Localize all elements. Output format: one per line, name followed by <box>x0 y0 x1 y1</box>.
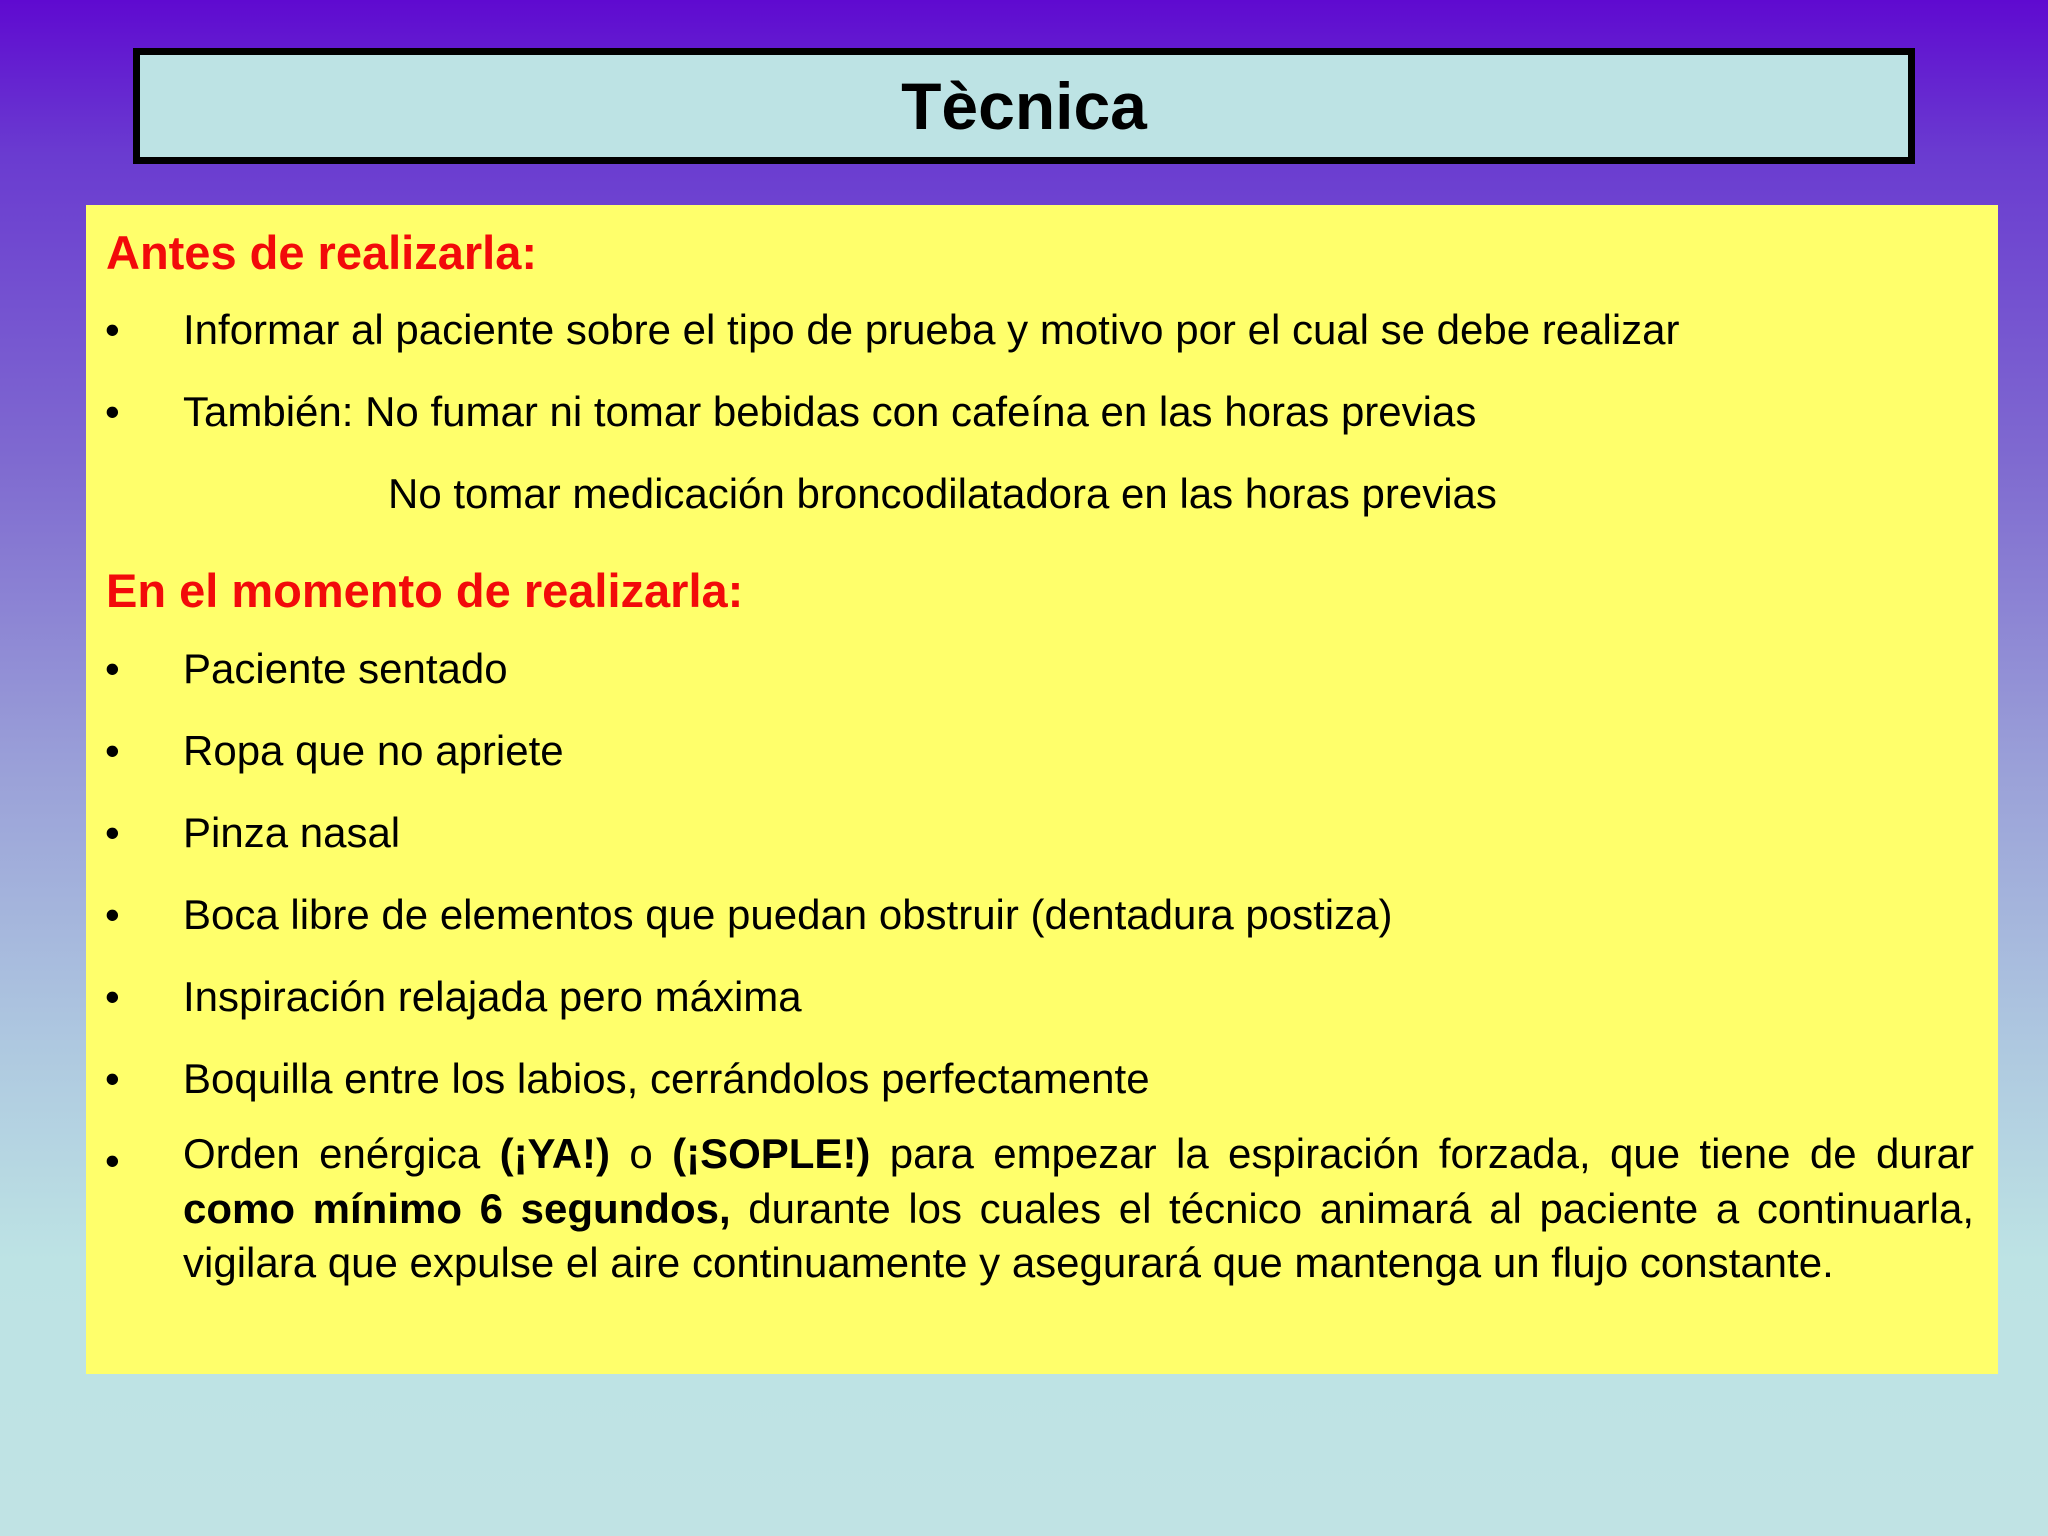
list-item-text: Inspiración relajada pero máxima <box>183 973 802 1020</box>
bullet-icon: • <box>105 388 120 435</box>
list-item-continuation-text: No tomar medicación broncodilatadora en las horas previas <box>388 470 1497 517</box>
list-item-text: Boquilla entre los labios, cerrándolos perfectamente <box>183 1055 1150 1102</box>
list-item-text: Paciente sentado <box>183 645 508 692</box>
bullet-icon: • <box>105 1055 120 1102</box>
slide-title-box <box>133 48 1915 164</box>
bullet-icon: • <box>105 727 120 774</box>
bullet-icon: • <box>105 645 120 692</box>
bullet-icon: • <box>105 891 120 938</box>
list-item-text: También: No fumar ni tomar bebidas con cafeína en las horas previas <box>183 388 1477 435</box>
bullet-icon: • <box>105 809 120 856</box>
list-item-paragraph <box>183 1127 1974 1291</box>
section-heading-before: Antes de realizarla: <box>106 226 538 279</box>
paragraph-text: para empezar la espiración forzada, que tiene de durar <box>870 1130 1974 1177</box>
content-panel <box>86 205 1998 1374</box>
bullet-icon: • <box>105 306 120 353</box>
paragraph-text: o <box>610 1130 673 1177</box>
list-item-text: Boca libre de elementos que puedan obstruir (dentadura postiza) <box>183 891 1393 938</box>
paragraph-bold-text: como mínimo 6 segundos, <box>183 1184 731 1232</box>
list-item-text: Pinza nasal <box>183 809 401 856</box>
slide-title: Tècnica <box>901 69 1147 143</box>
bullet-icon: • <box>105 1137 120 1184</box>
list-item-text: Informar al paciente sobre el tipo de prueba y motivo por el cual se debe realizar <box>183 306 1680 353</box>
section-heading-during: En el momento de realizarla: <box>106 564 744 617</box>
paragraph-text: Orden enérgica <box>183 1130 500 1177</box>
bullet-icon: • <box>105 973 120 1020</box>
paragraph-text: durante los cuales el técnico animará al paciente a continuarla, vigilara que expulse el aire continuamente y asegurará que mantenga un flujo constante. <box>183 1184 1974 1286</box>
paragraph-bold-text: (¡SOPLE!) <box>672 1130 871 1177</box>
list-item-text: Ropa que no apriete <box>183 727 564 774</box>
paragraph-bold-text: (¡YA!) <box>499 1130 611 1177</box>
